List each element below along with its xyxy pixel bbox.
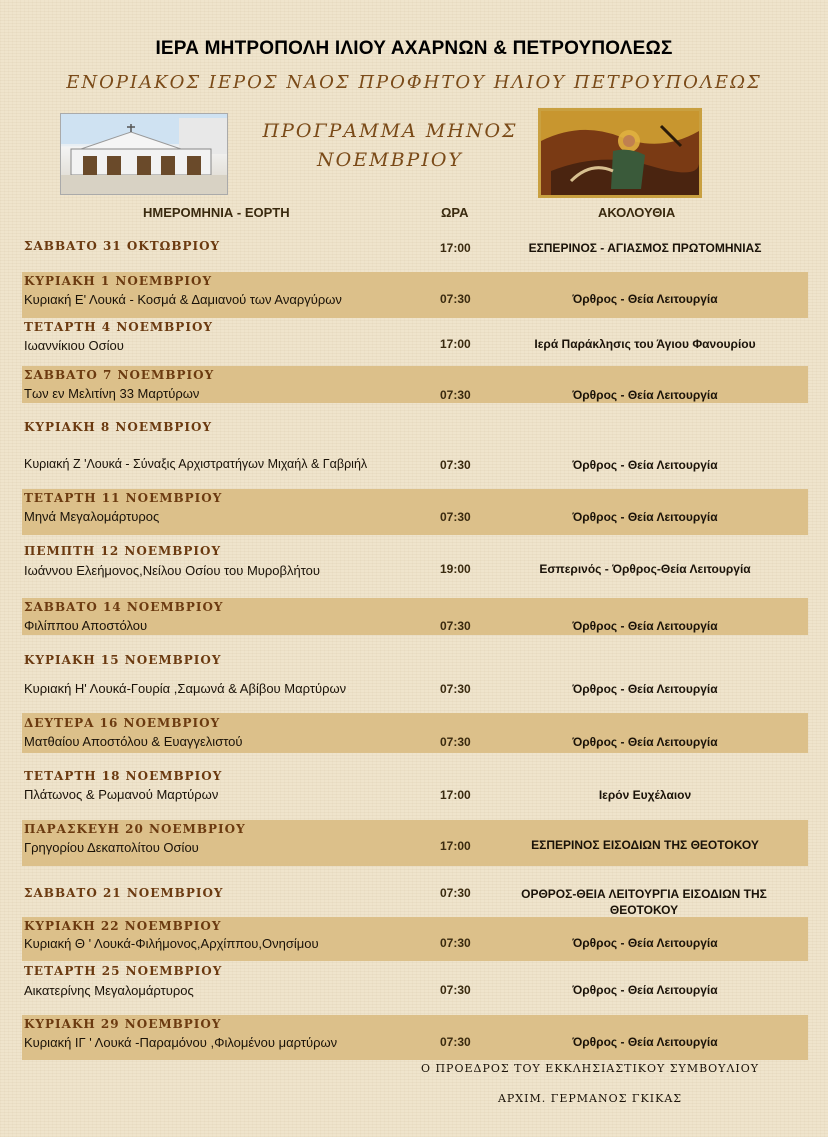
row-time: 07:30 xyxy=(440,458,471,472)
row-day: ΣΑΒΒΑΤΟ 7 ΝΟΕΜΒΡΙΟΥ xyxy=(24,368,215,382)
row-service: Όρθρος - Θεία Λειτουργία xyxy=(572,983,718,997)
row-time: 17:00 xyxy=(440,788,471,802)
row-time: 17:00 xyxy=(440,839,471,853)
row-day: ΤΕΤΑΡΤΗ 18 ΝΟΕΜΒΡΙΟΥ xyxy=(24,769,223,783)
program-title-line1: ΠΡΟΓΡΑΜΜΑ ΜΗΝΟΣ xyxy=(262,120,518,142)
row-time: 17:00 xyxy=(440,241,471,255)
row-day: ΣΑΒΒΑΤΟ 31 ΟΚΤΩΒΡΙΟΥ xyxy=(24,239,221,253)
row-day: ΚΥΡΙΑΚΗ 1 ΝΟΕΜΒΡΙΟΥ xyxy=(24,274,213,288)
row-service: Όρθρος - Θεία Λειτουργία xyxy=(572,735,718,749)
row-service: ΕΣΠΕΡΙΝΟΣ - ΑΓΙΑΣΜΟΣ ΠΡΩΤΟΜΗΝΙΑΣ xyxy=(528,241,762,255)
row-time: 07:30 xyxy=(440,983,471,997)
row-feast: Πλάτωνος & Ρωμανού Μαρτύρων xyxy=(24,787,219,802)
row-feast: Κυριακή Θ ' Λουκά-Φιλήμονος,Αρχίππου,Ονησίμου xyxy=(24,936,319,951)
row-time: 07:30 xyxy=(440,388,471,402)
row-service: Όρθρος - Θεία Λειτουργία xyxy=(572,458,718,472)
col-header-date: ΗΜΕΡΟΜΗΝΙΑ - ΕΟΡΤΗ xyxy=(143,205,290,220)
row-day: ΚΥΡΙΑΚΗ 8 ΝΟΕΜΒΡΙΟΥ xyxy=(24,420,213,434)
row-feast: Φιλίππου Αποστόλου xyxy=(24,618,148,633)
row-day: ΣΑΒΒΑΤΟ 14 ΝΟΕΜΒΡΙΟΥ xyxy=(24,600,224,614)
row-service: ΟΡΘΡΟΣ-ΘΕΙΑ ΛΕΙΤΟΥΡΓΙΑ ΕΙΣΟΔΙΩΝ ΤΗΣ ΘΕΟΤΟΚΟΥ xyxy=(521,887,767,917)
prophet-elijah-icon xyxy=(538,108,702,198)
col-header-time: ΩΡΑ xyxy=(441,205,469,220)
row-day: ΚΥΡΙΑΚΗ 15 ΝΟΕΜΒΡΙΟΥ xyxy=(24,653,222,667)
row-time: 19:00 xyxy=(440,562,471,576)
parish-title: ΕΝΟΡΙΑΚΟΣ ΙΕΡΟΣ ΝΑΟΣ ΠΡΟΦΗΤΟΥ ΗΛΙΟΥ ΠΕΤΡΟΥΠΟΛΕΩΣ xyxy=(66,72,762,93)
row-service: Ιερά Παράκλησις του Άγιου Φανουρίου xyxy=(534,337,756,351)
row-feast: Των εν Μελιτίνη 33 Μαρτύρων xyxy=(24,386,200,401)
row-feast: Ματθαίου Αποστόλου & Ευαγγελιστού xyxy=(24,734,243,749)
row-service: Ιερόν Ευχέλαιον xyxy=(598,788,692,802)
row-time: 07:30 xyxy=(440,735,471,749)
row-day: ΣΑΒΒΑΤΟ 21 ΝΟΕΜΒΡΙΟΥ xyxy=(24,886,224,900)
col-header-service: ΑΚΟΛΟΥΘΙΑ xyxy=(598,205,676,220)
row-time: 07:30 xyxy=(440,510,471,524)
signature-role: Ο ΠΡΟΕΔΡΟΣ ΤΟΥ ΕΚΚΛΗΣΙΑΣΤΙΚΟΥ ΣΥΜΒΟΥΛΙΟΥ xyxy=(420,1062,760,1075)
row-day: ΠΑΡΑΣΚΕΥΗ 20 ΝΟΕΜΒΡΙΟΥ xyxy=(24,822,246,836)
row-feast: Μηνά Μεγαλομάρτυρος xyxy=(24,509,160,524)
row-day: ΤΕΤΑΡΤΗ 25 ΝΟΕΜΒΡΙΟΥ xyxy=(24,964,223,978)
row-feast: Κυριακή Ε' Λουκά - Κοσμά & Δαμιανού των Αναργύρων xyxy=(24,292,342,307)
row-time: 07:30 xyxy=(440,619,471,633)
row-feast: Γρηγορίου Δεκαπολίτου Οσίου xyxy=(24,840,199,855)
church-photo xyxy=(60,113,228,195)
row-time: 17:00 xyxy=(440,337,471,351)
row-time: 07:30 xyxy=(440,886,471,900)
row-service: Όρθρος - Θεία Λειτουργία xyxy=(572,292,718,306)
row-service: Όρθρος - Θεία Λειτουργία xyxy=(572,619,718,633)
row-time: 07:30 xyxy=(440,682,471,696)
row-service: Όρθρος - Θεία Λειτουργία xyxy=(572,510,718,524)
row-service: Όρθρος - Θεία Λειτουργία xyxy=(572,1035,718,1049)
row-time: 07:30 xyxy=(440,936,471,950)
row-service: Όρθρος - Θεία Λειτουργία xyxy=(572,388,718,402)
row-feast: Ιωαννίκιου Οσίου xyxy=(24,338,124,353)
row-day: ΚΥΡΙΑΚΗ 29 ΝΟΕΜΒΡΙΟΥ xyxy=(24,1017,222,1031)
row-day: ΚΥΡΙΑΚΗ 22 ΝΟΕΜΒΡΙΟΥ xyxy=(24,919,222,933)
row-service: Εσπερινός - Όρθρος-Θεία Λειτουργία xyxy=(539,562,751,576)
row-feast: Αικατερίνης Μεγαλομάρτυρος xyxy=(24,983,194,998)
row-time: 07:30 xyxy=(440,1035,471,1049)
program-title-line2: ΝΟΕΜΒΡΙΟΥ xyxy=(317,149,463,171)
row-service: Όρθρος - Θεία Λειτουργία xyxy=(572,936,718,950)
row-day: ΤΕΤΑΡΤΗ 11 ΝΟΕΜΒΡΙΟΥ xyxy=(24,491,223,505)
row-feast: Κυριακή Ζ 'Λουκά - Σύναξις Αρχιστρατήγων Μιχαήλ & Γαβριήλ xyxy=(24,457,368,471)
metropolis-title: ΙΕΡΑ ΜΗΤΡΟΠΟΛΗ ΙΛΙΟΥ ΑΧΑΡΝΩΝ & ΠΕΤΡΟΥΠΟΛΕΩΣ xyxy=(155,38,673,59)
signature-name: ΑΡΧΙΜ. ΓΕΡΜΑΝΟΣ ΓΚΙΚΑΣ xyxy=(497,1092,683,1105)
row-feast: Ιωάννου Ελεήμονος,Νείλου Οσίου του Μυροβλήτου xyxy=(24,563,321,578)
row-service: ΕΣΠΕΡΙΝΟΣ ΕΙΣΟΔΙΩΝ ΤΗΣ ΘΕΟΤΟΚΟΥ xyxy=(531,838,759,852)
row-time: 07:30 xyxy=(440,292,471,306)
row-feast: Κυριακή ΙΓ ' Λουκά -Παραμόνου ,Φιλομένου μαρτύρων xyxy=(24,1035,338,1050)
row-service: Όρθρος - Θεία Λειτουργία xyxy=(572,682,718,696)
row-day: ΠΕΜΠΤΗ 12 ΝΟΕΜΒΡΙΟΥ xyxy=(24,544,222,558)
row-feast: Κυριακή Η' Λουκά-Γουρία ,Σαμωνά & Αβίβου Μαρτύρων xyxy=(24,681,347,696)
row-day: ΔΕΥΤΕΡΑ 16 ΝΟΕΜΒΡΙΟΥ xyxy=(24,716,221,730)
row-day: ΤΕΤΑΡΤΗ 4 ΝΟΕΜΒΡΙΟΥ xyxy=(24,320,213,334)
